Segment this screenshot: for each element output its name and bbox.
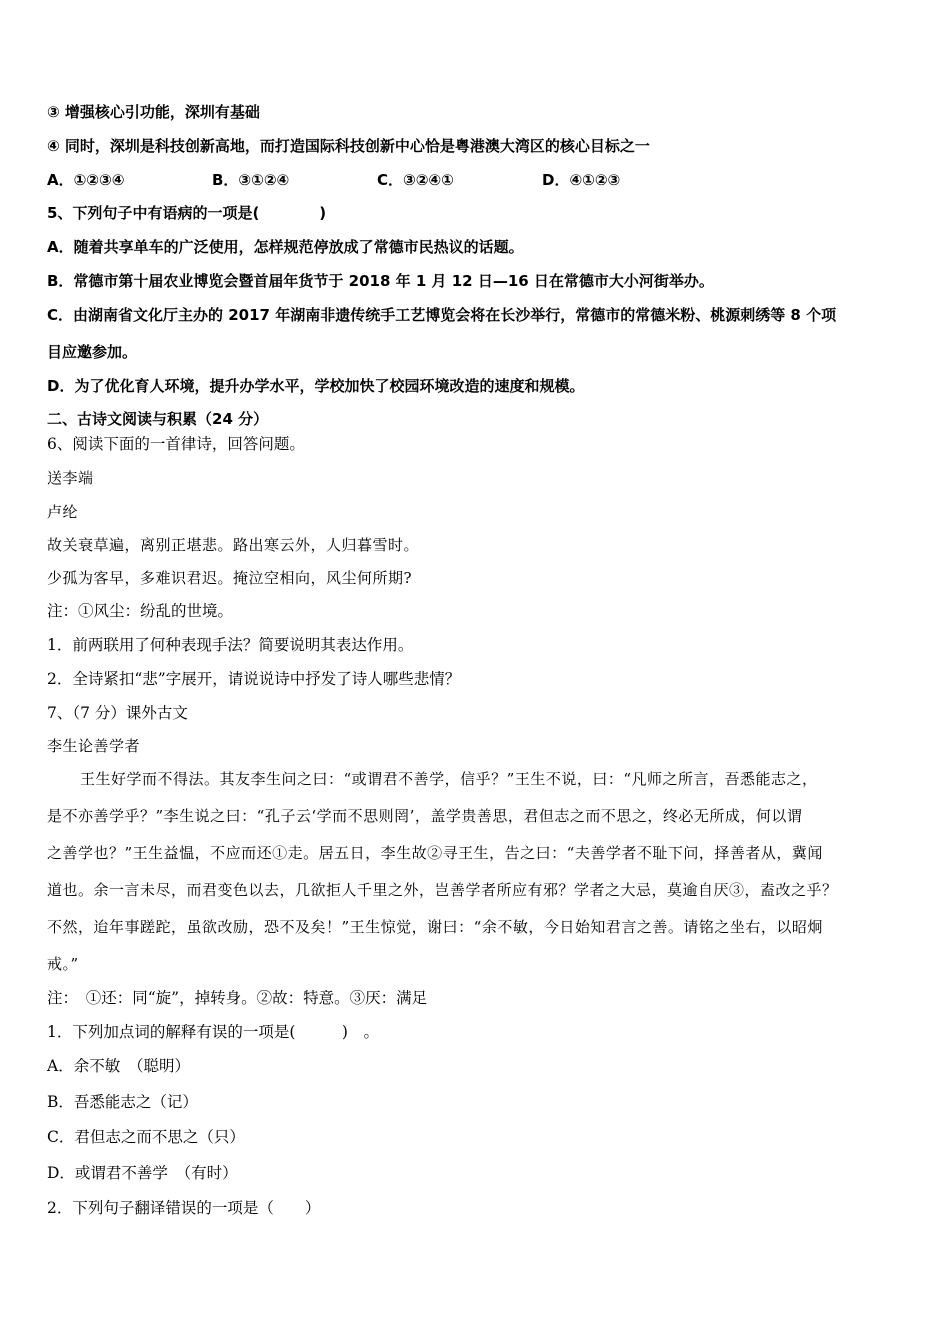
passage-note: 注： ①还：同“旋”，掉转身。②故：特意。③厌：满足 [47, 989, 428, 1007]
poem-title: 送李端 [47, 469, 94, 487]
poem-line-1: 故关衰草遍，离别正堪悲。路出寒云外，人归暮雪时。 [47, 536, 420, 554]
q4-option-b: B．③①②④ [212, 171, 290, 189]
passage-line-3: 之善学也？”王生益愠，不应而还①走。居五日，李生故②寻王生，告之曰：“夫善学者不耻下问，择善者从，冀闻 [47, 844, 823, 862]
q7-sub-1-option-d: D．或谓君不善学 （有时） [47, 1164, 238, 1182]
passage-line-6: 戒。” [47, 955, 79, 973]
poem-line-2: 少孤为客早，多难识君迟。掩泣空相向，风尘何所期? [47, 569, 413, 587]
q5-option-d: D．为了优化育人环境，提升办学水平，学校加快了校园环境改造的速度和规模。 [47, 377, 585, 395]
passage-line-4: 道也。余一言未尽，而君变色以去，几欲拒人千里之外，岂善学者所应有邪？学者之大忌，莫逾自厌③，盍改之乎？ [47, 881, 838, 899]
q5-option-a: A．随着共享单车的广泛使用，怎样规范停放成了常德市民热议的话题。 [47, 238, 524, 256]
q5-stem: 5、下列句子中有语病的一项是( ) [47, 204, 327, 222]
q5-option-b: B．常德市第十届农业博览会暨首届年货节于 2018 年 1 月 12 日—16 日在常德市大小河街举办。 [47, 272, 714, 290]
q6-stem: 6、阅读下面的一首律诗，回答问题。 [47, 435, 305, 453]
q6-sub-1: 1．前两联用了何种表现手法？简要说明其表达作用。 [47, 636, 414, 654]
passage-line-2: 是不亦善学乎？”李生说之曰：“孔子云‘学而不思则罔’，盖学贵善思，君但志之而不思之，终必无所成，何以谓 [47, 807, 803, 825]
q7-stem: 7、（7 分）课外古文 [47, 704, 188, 722]
q7-sub-2: 2．下列句子翻译错误的一项是（ ） [47, 1199, 321, 1217]
q7-sub-1-option-b: B．吾悉能志之（记） [47, 1093, 198, 1111]
q5-option-c-cont: 目应邀参加。 [47, 343, 138, 361]
q4-item-3: ③ 增强核心引功能，深圳有基础 [47, 103, 260, 121]
poem-note: 注：①风尘：纷乱的世境。 [47, 602, 234, 620]
poem-author: 卢纶 [47, 503, 79, 521]
section-2-heading: 二、古诗文阅读与积累（24 分） [47, 410, 269, 428]
q4-item-4: ④ 同时，深圳是科技创新高地，而打造国际科技创新中心恰是粤港澳大湾区的核心目标之一 [47, 137, 650, 155]
passage-line-5: 不然，迨年事蹉跎，虽欲改励，恐不及矣！”王生惊觉，谢曰：“余不敏，今日始知君言之善。请铭之坐右，以昭炯 [47, 918, 823, 936]
q7-sub-1: 1．下列加点词的解释有误的一项是( ) 。 [47, 1023, 379, 1041]
passage-title: 李生论善学者 [47, 737, 141, 755]
passage-line-1: 王生好学而不得法。其友李生问之曰：“或谓君不善学，信乎？”王生不说，曰：“凡师之所言，吾悉能志之， [80, 770, 818, 788]
q6-sub-2: 2．全诗紧扣“悲”字展开，请说说诗中抒发了诗人哪些悲情？ [47, 670, 461, 688]
q4-option-a: A．①②③④ [47, 171, 125, 189]
q7-sub-1-option-a: A．余不敏 （聪明） [47, 1057, 190, 1075]
q5-option-c: C．由湖南省文化厅主办的 2017 年湖南非遗传统手工艺博览会将在长沙举行，常德市的常德米粉、桃源刺绣等 8 个项 [47, 306, 837, 324]
q7-sub-1-option-c: C．君但志之而不思之（只） [47, 1128, 245, 1146]
q4-option-c: C．③②④① [377, 171, 454, 189]
q4-option-d: D．④①②③ [542, 171, 621, 189]
